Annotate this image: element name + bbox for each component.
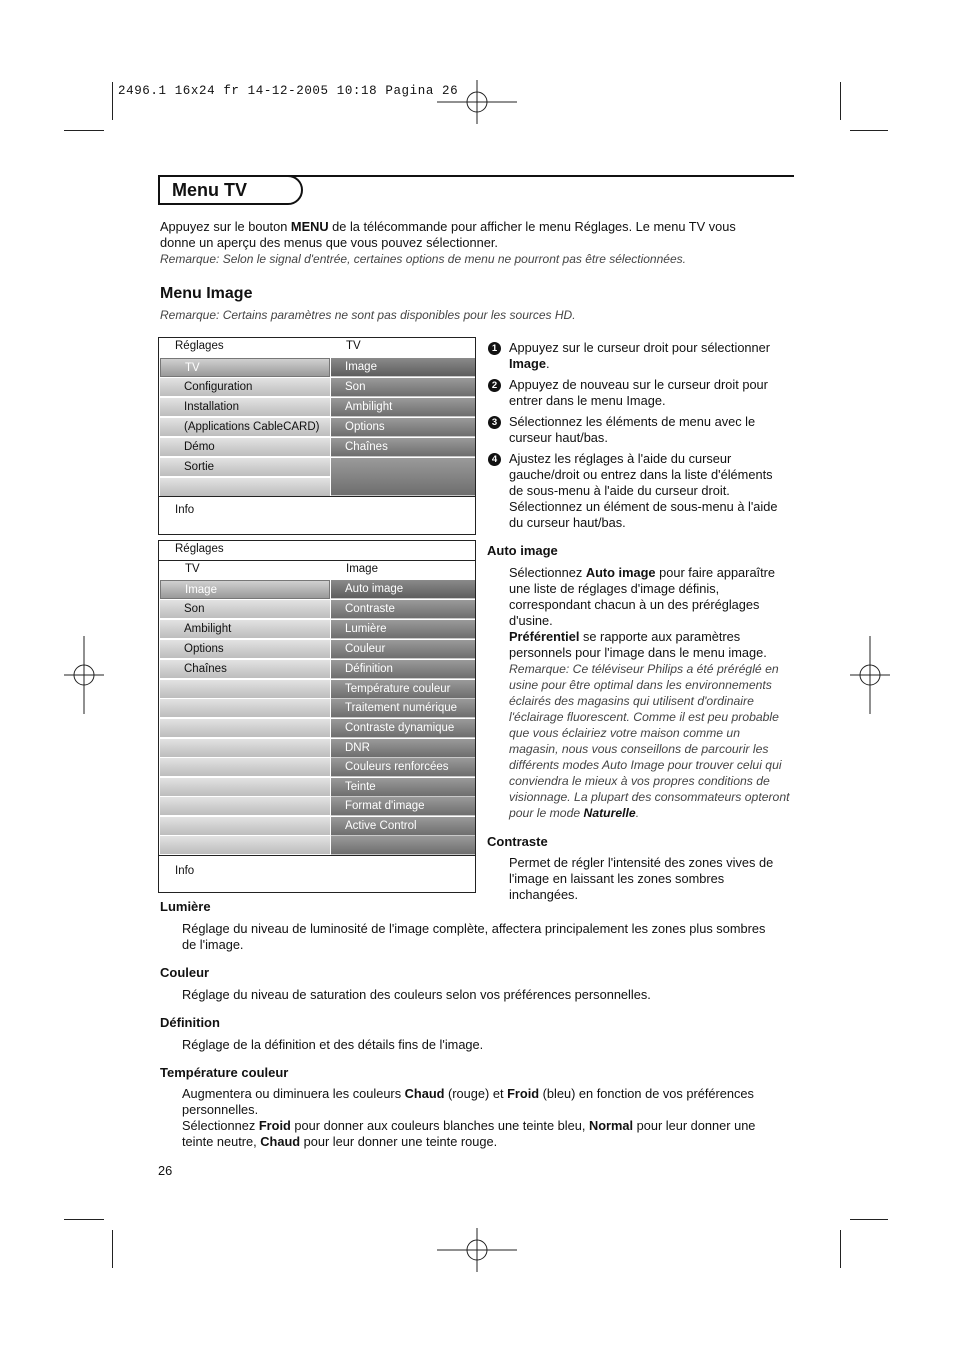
menu2-item-empty [160, 699, 330, 718]
couleur-heading: Couleur [160, 965, 210, 980]
menu2-item-son[interactable]: Son [160, 600, 330, 619]
auto-image-text: Sélectionnez Auto image pour faire apparaître une liste de réglages d'image définis, correspondant chacun à un des préréglages d'usine. Préférentiel se rapporte aux paramètres personnels pour l'image dans le menu image. Remarque: Ce téléviseur Philips a été préréglé en usine pour être optimal dans les environnements éclairés des magasins qui utilisent d'ordinaire l'éclairage fluorescent. Comme il est peu probable que vous éclairiez votre maison comme un magasin, nous vous conseillons de parcourir les différents modes Auto Image pour trouver celui qui conviendra le mieux à vos propres conditions de visionnage. La plupart des consommateurs opteront pour le mode Naturelle. [509, 565, 790, 820]
menu2-sub-definition[interactable]: Définition [331, 660, 475, 679]
menu1-item-configuration[interactable]: Configuration [160, 378, 330, 397]
menu2-sub-contraste-dynamique[interactable]: Contraste dynamique [331, 719, 475, 738]
menu2-info: Info [175, 865, 195, 877]
menu1-header-right: TV [346, 340, 361, 352]
intro-paragraph: Appuyez sur le bouton MENU de la télécommande pour afficher le menu Réglages. Le menu TV vous donne un aperçu des menus que vous pouvez sélectionner. Remarque: Selon le signal d'entrée, certaines options de menu ne pourront pas être sélectionnées. [160, 219, 736, 266]
step-text: Sélectionnez les éléments de menu avec le curseur haut/bas. [509, 414, 756, 445]
page-title: Menu TV [172, 180, 247, 200]
registration-mark-left [64, 636, 104, 714]
contraste-text: Permet de régler l'intensité des zones vives de l'image en laissant les zones sombres inchangées. [509, 855, 774, 902]
section-title: Menu Image [160, 285, 253, 302]
menu2-item-empty [160, 739, 330, 758]
step-number: 2 [488, 379, 501, 392]
menu2-sub-contraste[interactable]: Contraste [331, 600, 475, 619]
auto-image-remark: Remarque: Ce téléviseur Philips a été préréglé en usine pour être optimal dans les environnements éclairés des magasins qui utilisent d'ordinaire l'éclairage fluorescent. Comme il est peu probable que vous éclairiez votre maison comme un magasin, nous vous conseillons de parcourir les différents modes Auto Image pour trouver celui qui conviendra le mieux à vos propres conditions de visionnage. La plupart des consommateurs opteront pour le mode Naturelle. [509, 662, 790, 820]
menu2-item-empty [160, 817, 330, 836]
menu2-sub-temperature[interactable]: Température couleur [331, 680, 475, 699]
menu2-sub-teinte[interactable]: Teinte [331, 778, 475, 797]
section-remark: Remarque: Certains paramètres ne sont pas disponibles pour les sources HD. [160, 308, 576, 322]
registration-mark-bottom [437, 1228, 517, 1272]
menu1-sub-image[interactable]: Image [331, 358, 475, 377]
menu2-item-empty [160, 778, 330, 797]
menu2-sub-dnr[interactable]: DNR [331, 739, 475, 758]
menu2-sub-active-control[interactable]: Active Control [331, 817, 475, 836]
step-text: Appuyez sur le curseur droit pour sélectionner Image. [509, 340, 771, 371]
menu1-header-left: Réglages [175, 340, 224, 352]
menu1-item-tv[interactable]: TV [160, 358, 330, 377]
menu1-sub-chaines[interactable]: Chaînes [331, 438, 475, 457]
menu2-sub-auto-image[interactable]: Auto image [331, 580, 475, 599]
temperature-heading: Température couleur [160, 1065, 289, 1080]
menu2-sub-couleur[interactable]: Couleur [331, 640, 475, 659]
menu2-sub-lumiere[interactable]: Lumière [331, 620, 475, 639]
menu2-item-ambilight[interactable]: Ambilight [160, 620, 330, 639]
definition-text: Réglage de la définition et des détails fins de l'image. [182, 1037, 484, 1052]
menu-screen-image [158, 540, 476, 893]
print-header: 2496.1 16x24 fr 14-12-2005 10:18 Pagina 26 [118, 84, 459, 98]
menu2-item-empty [160, 758, 330, 777]
menu2-header-right: Image [346, 563, 378, 575]
registration-mark-top [437, 80, 517, 124]
menu2-item-chaines[interactable]: Chaînes [160, 660, 330, 679]
menu2-header-top: Réglages [175, 543, 224, 555]
lumiere-text: Réglage du niveau de luminosité de l'image complète, affectera principalement les zones plus sombres de l'image. [182, 921, 766, 952]
menu2-item-empty [160, 797, 330, 816]
menu1-info: Info [175, 504, 195, 516]
menu2-sub-couleurs-renforcees[interactable]: Couleurs renforcées [331, 758, 475, 777]
menu1-item-demo[interactable]: Démo [160, 438, 330, 457]
registration-mark-right [850, 636, 890, 714]
menu2-item-options[interactable]: Options [160, 640, 330, 659]
menu2-sub-format-image[interactable]: Format d'image [331, 797, 475, 816]
menu2-sub-empty [331, 836, 475, 855]
menu-key: MENU [290, 219, 329, 234]
step-number: 4 [488, 453, 501, 466]
menu1-sub-son[interactable]: Son [331, 378, 475, 397]
menu2-item-image[interactable]: Image [160, 580, 330, 599]
temperature-text: Augmentera ou diminuera les couleurs Chaud (rouge) et Froid (bleu) en fonction de vos préférences personnelles. Sélectionnez Froid pour donner aux couleurs blanches une teinte bleu, Normal pour leur donner une teinte neutre, Chaud pour leur donner une teinte rouge. [182, 1086, 756, 1149]
step-text: Appuyez de nouveau sur le curseur droit pour entrer dans le menu Image. [509, 377, 768, 408]
auto-image-heading: Auto image [487, 543, 558, 558]
menu1-item-installation[interactable]: Installation [160, 398, 330, 417]
menu1-item-sortie[interactable]: Sortie [160, 458, 330, 477]
page-number: 26 [158, 1163, 173, 1178]
intro-remark: Remarque: Selon le signal d'entrée, certaines options de menu ne pourront pas être sélectionnées. [160, 252, 686, 266]
menu1-sub-ambilight[interactable]: Ambilight [331, 398, 475, 417]
menu2-header-left: TV [185, 563, 200, 575]
menu1-sub-options[interactable]: Options [331, 418, 475, 437]
menu2-sub-traitement[interactable]: Traitement numérique [331, 699, 475, 718]
step-text: Ajustez les réglages à l'aide du curseur gauche/droit ou entrez dans la liste d'éléments de sous-menu à l'aide du curseur droit. Sélectionnez un élément de sous-menu à l'aide du curseur haut/bas. [509, 451, 778, 530]
menu2-item-empty [160, 836, 330, 855]
page-title-box [158, 175, 303, 205]
menu1-item-cablecard[interactable]: (Applications CableCARD) [160, 418, 330, 437]
lumiere-heading: Lumière [160, 899, 211, 914]
definition-heading: Définition [160, 1015, 220, 1030]
step-number: 3 [488, 416, 501, 429]
step-number: 1 [488, 342, 501, 355]
couleur-text: Réglage du niveau de saturation des couleurs selon vos préférences personnelles. [182, 987, 651, 1002]
menu1-sub-empty [331, 458, 475, 496]
menu-screen-reglages [158, 337, 476, 535]
menu1-item-empty [160, 478, 330, 497]
menu2-item-empty [160, 680, 330, 699]
contraste-heading: Contraste [487, 834, 548, 849]
menu2-item-empty [160, 719, 330, 738]
